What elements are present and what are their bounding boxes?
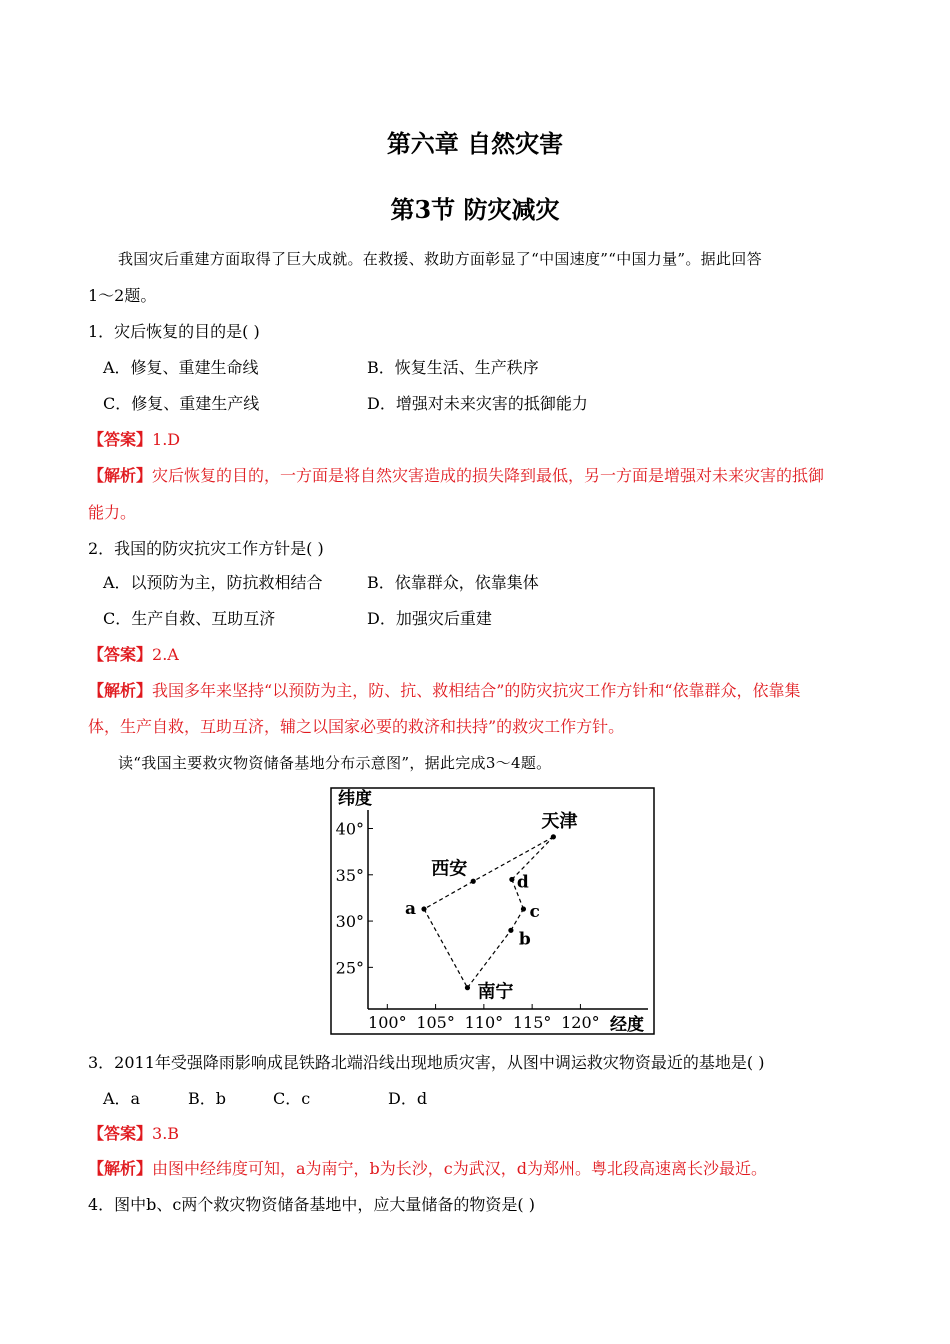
- base-point: [508, 928, 513, 933]
- question-2-analysis-line1: [88, 681, 801, 701]
- base-point: [521, 906, 526, 911]
- base-point: [509, 877, 514, 882]
- base-point-label: 西安: [431, 858, 468, 880]
- x-tick-label: 110°: [464, 1013, 504, 1032]
- question-2-option-d: D．加强灾后重建: [367, 609, 492, 628]
- y-tick-label: 35°: [335, 865, 364, 885]
- question-3-analysis-line1: [88, 1159, 767, 1179]
- base-point-label: c: [529, 902, 540, 923]
- question-1-option-a: A．修复、重建生命线: [103, 358, 259, 377]
- question-3-option-a: A．a: [103, 1089, 141, 1108]
- base-point-label: 南宁: [477, 981, 514, 1003]
- y-tick-label: 30°: [335, 912, 364, 932]
- base-point-label: b: [518, 929, 531, 950]
- intro-paragraph-line2: 1～2题。: [88, 286, 157, 305]
- question-2-stem: 2．我国的防灾抗灾工作方针是( ): [88, 539, 324, 558]
- x-tick-label: 105°: [416, 1013, 455, 1032]
- question-3-stem: 3．2011年受强降雨影响成昆铁路北端沿线出现地质灾害，从图中调运救灾物资最近的基地是( ): [88, 1053, 765, 1072]
- analysis-tag: 【解析】: [88, 466, 153, 485]
- base-point-label: 天津: [541, 810, 578, 832]
- answer-value: 1.D: [152, 430, 181, 449]
- analysis-text: 由图中经纬度可知，a为南宁，b为长沙，c为武汉，d为郑州。粤北段高速离长沙最近。: [152, 1159, 768, 1178]
- analysis-text: 灾后恢复的目的，一方面是将自然灾害造成的损失降到最低，另一方面是增强对未来灾害的抵御: [152, 466, 825, 485]
- question-3-option-c: C．c: [273, 1089, 311, 1108]
- y-axis-label: 纬度: [338, 789, 372, 809]
- question-2-option-a: A．以预防为主，防抗救相结合: [103, 573, 323, 592]
- y-tick-label: 40°: [335, 819, 364, 839]
- question-1-option-d: D．增强对未来灾害的抵御能力: [367, 394, 588, 413]
- base-point: [421, 906, 426, 911]
- chapter-title: 第六章 自然灾害: [386, 129, 564, 158]
- intro-paragraph-line1: 我国灾后重建方面取得了巨大成就。在救援、救助方面彰显了“中国速度”“中国力量”。据此回答: [118, 250, 762, 268]
- x-tick-label: 115°: [512, 1013, 552, 1032]
- analysis-tag: 【解析】: [88, 1159, 153, 1178]
- question-2-option-c: C．生产自救、互助互济: [103, 609, 276, 628]
- relief-base-map-figure: [330, 787, 655, 1035]
- question-2-analysis-line2: 体，生产自救，互助互济，辅之以国家必要的救济和扶持”的救灾工作方针。: [88, 717, 625, 736]
- question-3-option-d: D．d: [388, 1089, 428, 1108]
- y-tick-label: 25°: [335, 958, 364, 978]
- question-3-answer: [88, 1124, 179, 1144]
- x-tick-label: 100°: [368, 1013, 407, 1032]
- x-tick-label: 120°: [561, 1013, 600, 1032]
- question-1-answer: [88, 430, 180, 450]
- question-1-option-b: B．恢复生活、生产秩序: [367, 358, 539, 377]
- answer-value: 2.A: [152, 645, 179, 664]
- x-axis-label: 经度: [610, 1015, 644, 1035]
- base-point-label: a: [405, 899, 417, 920]
- base-point: [465, 985, 470, 990]
- question-3-option-b: B．b: [188, 1089, 227, 1108]
- question-1-stem: 1．灾后恢复的目的是( ): [88, 322, 260, 341]
- analysis-text: 我国多年来坚持“以预防为主，防、抗、救相结合”的防灾抗灾工作方针和“依靠群众，依靠集: [152, 681, 801, 700]
- section-title: 第3节 防灾减灾: [390, 195, 560, 224]
- base-point: [551, 834, 556, 839]
- answer-value: 3.B: [152, 1124, 180, 1143]
- answer-tag: 【答案】: [88, 645, 153, 664]
- base-point: [471, 879, 476, 884]
- answer-tag: 【答案】: [88, 1124, 153, 1143]
- question-1-analysis-line1: [88, 466, 824, 486]
- intro-map-question: 读“我国主要救灾物资储备基地分布示意图”，据此完成3～4题。: [118, 754, 552, 772]
- question-2-answer: [88, 645, 179, 665]
- base-point-label: d: [516, 872, 529, 893]
- answer-tag: 【答案】: [88, 430, 153, 449]
- analysis-tag: 【解析】: [88, 681, 153, 700]
- question-1-option-c: C．修复、重建生产线: [103, 394, 260, 413]
- question-2-option-b: B．依靠群众，依靠集体: [367, 573, 539, 592]
- question-1-analysis-line2: 能力。: [88, 503, 137, 522]
- question-4-stem: 4．图中b、c两个救灾物资储备基地中，应大量储备的物资是( ): [88, 1195, 535, 1214]
